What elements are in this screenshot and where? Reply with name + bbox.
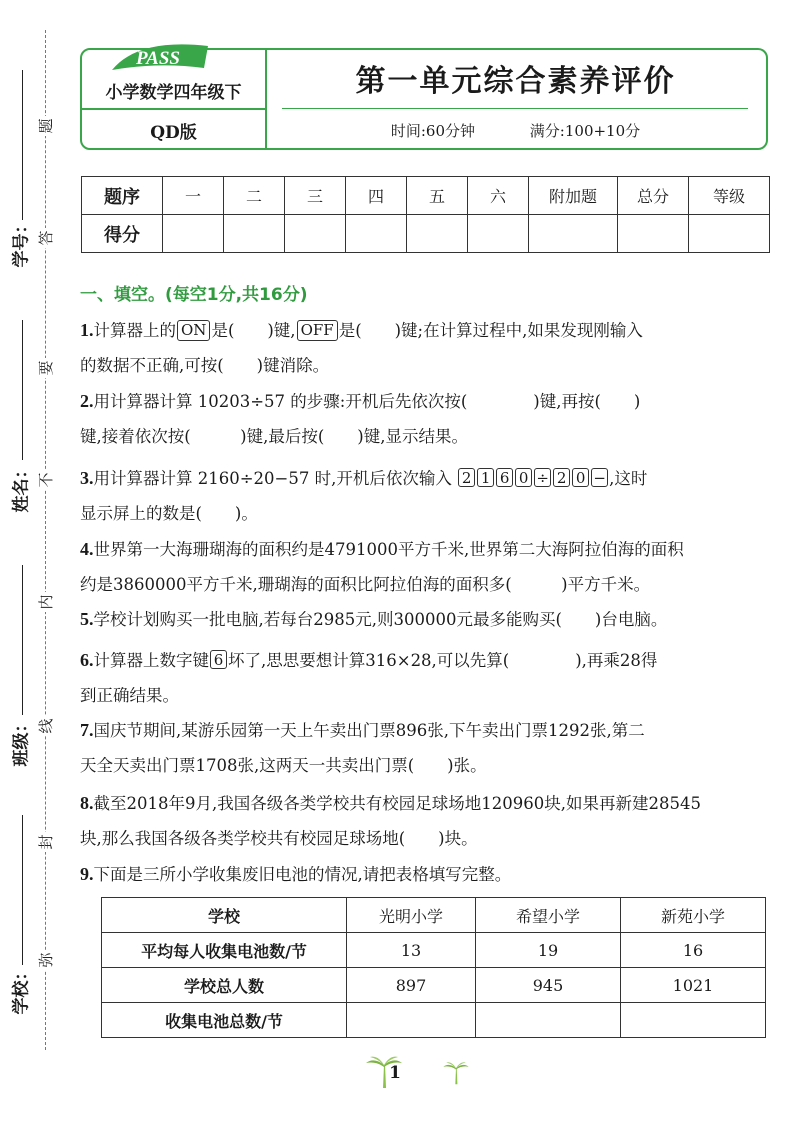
score-col: 二: [224, 177, 285, 215]
battery-table: [101, 897, 766, 1038]
student-id-line: [22, 70, 23, 220]
calc-key: 2: [553, 468, 570, 487]
score-col: 一: [163, 177, 224, 215]
seal-char-nei: 内: [36, 592, 56, 612]
score-cell[interactable]: [407, 215, 468, 253]
score-row-label: 得分: [82, 215, 163, 253]
battery-header: 学校: [102, 898, 347, 933]
battery-header: 希望小学: [476, 898, 621, 933]
score-col: 等级: [689, 177, 770, 215]
score-cell[interactable]: [618, 215, 689, 253]
calc-key: 2: [458, 468, 475, 487]
battery-cell: 19: [476, 933, 621, 968]
question-1: 1.计算器上的 ON 是( )键, OFF 是( )键;在计算过程中,如果发现刚输入 的数据不正确,可按( )键消除。: [80, 320, 643, 375]
battery-header: 新苑小学: [621, 898, 766, 933]
score-col: 总分: [618, 177, 689, 215]
seal-char-mi: 弥: [36, 950, 56, 970]
question-2: 2.用计算器计算 10203÷57 的步骤:开机后先依次按( )键,再按( ) 键,接着依次按( )键,最后按( )键,显示结果。: [80, 391, 641, 446]
calc-key: −: [591, 468, 608, 487]
battery-row-label: 平均每人收集电池数/节: [102, 933, 347, 968]
score-cell[interactable]: [224, 215, 285, 253]
seal-char-xian: 线: [36, 716, 56, 736]
score-cell[interactable]: [346, 215, 407, 253]
score-col: 附加题: [529, 177, 618, 215]
battery-cell: 13: [347, 933, 476, 968]
question-7: 7.国庆节期间,某游乐园第一天上午卖出门票896张,下午卖出门票1292张,第二 天全天卖出门票1708张,这两天一共卖出门票( )张。: [80, 720, 645, 775]
exam-title: 第一单元综合素养评价: [355, 64, 676, 99]
battery-answer-cell[interactable]: [476, 1003, 621, 1038]
question-3: 3.用计算器计算 2160÷20−57 时,开机后依次输入 2 1 6 0 ÷ 2 0 − ,这时 显示屏上的数是( )。: [80, 468, 648, 523]
class-label: 班级：: [11, 715, 32, 767]
calc-key: 0: [515, 468, 532, 487]
battery-cell: 945: [476, 968, 621, 1003]
seal-char-yao: 要: [36, 358, 56, 378]
question-9: 9.下面是三所小学收集废旧电池的情况,请把表格填写完整。: [80, 864, 512, 884]
name-line: [22, 320, 23, 460]
battery-row-label: 学校总人数: [102, 968, 347, 1003]
seal-char-da: 答: [36, 228, 56, 248]
score-table: [81, 176, 770, 253]
school-line: [22, 815, 23, 965]
page-number: 1: [389, 1063, 401, 1083]
student-id-label: 学号：: [11, 216, 32, 268]
edition-label: QD版: [150, 123, 197, 143]
score-col: 四: [346, 177, 407, 215]
pass-logo: [108, 40, 212, 74]
seal-char-feng: 封: [36, 832, 56, 852]
calc-key: 0: [572, 468, 589, 487]
battery-cell: 16: [621, 933, 766, 968]
section-1-title: 一、填空。(每空1分,共16分): [80, 285, 308, 305]
full-score: 满分:100+10分: [529, 122, 641, 140]
score-cell[interactable]: [163, 215, 224, 253]
battery-cell: 897: [347, 968, 476, 1003]
battery-row-label: 收集电池总数/节: [102, 1003, 347, 1038]
broken-key-6: 6: [210, 650, 227, 669]
calc-key: ÷: [534, 468, 551, 487]
name-label: 姓名：: [11, 461, 32, 513]
score-col: 五: [407, 177, 468, 215]
class-line: [22, 565, 23, 715]
question-6: 6.计算器上数字键 6 坏了,思思要想计算316×28,可以先算( ),再乘28得 到正确结果。: [80, 650, 658, 705]
battery-cell: 1021: [621, 968, 766, 1003]
score-cell[interactable]: [468, 215, 529, 253]
score-cell[interactable]: [285, 215, 346, 253]
score-col: 六: [468, 177, 529, 215]
school-label: 学校：: [11, 963, 32, 1015]
subject-label: 小学数学四年级下: [105, 83, 242, 103]
score-cell[interactable]: [689, 215, 770, 253]
seal-char-ti: 题: [36, 116, 56, 136]
score-row-label: 题序: [82, 177, 163, 215]
question-4: 4.世界第一大海珊瑚海的面积约是4791000平方千米,世界第二大海阿拉伯海的面积 约是3860000平方千米,珊瑚海的面积比阿拉伯海的面积多( )平方千米。: [80, 539, 684, 594]
question-5: 5.学校计划购买一批电脑,若每台2985元,则300000元最多能购买( )台电脑。: [80, 609, 668, 629]
pass-logo-text: PASS: [135, 48, 181, 69]
question-8: 8.截至2018年9月,我国各级各类学校共有校园足球场地120960块,如果再新建28545 块,那么我国各级各类学校共有校园足球场地( )块。: [80, 793, 701, 848]
time-limit: 时间:60分钟: [390, 122, 476, 140]
binding-line: [45, 30, 46, 1050]
calc-key: 1: [477, 468, 494, 487]
palm-tree-icon: [442, 1060, 470, 1086]
battery-answer-cell[interactable]: [621, 1003, 766, 1038]
battery-answer-cell[interactable]: [347, 1003, 476, 1038]
calc-key: 6: [496, 468, 513, 487]
seal-char-bu: 不: [36, 470, 56, 490]
on-key: ON: [177, 320, 210, 341]
score-cell[interactable]: [529, 215, 618, 253]
time-info: [265, 120, 766, 141]
score-col: 三: [285, 177, 346, 215]
battery-header: 光明小学: [347, 898, 476, 933]
off-key: OFF: [297, 320, 338, 341]
